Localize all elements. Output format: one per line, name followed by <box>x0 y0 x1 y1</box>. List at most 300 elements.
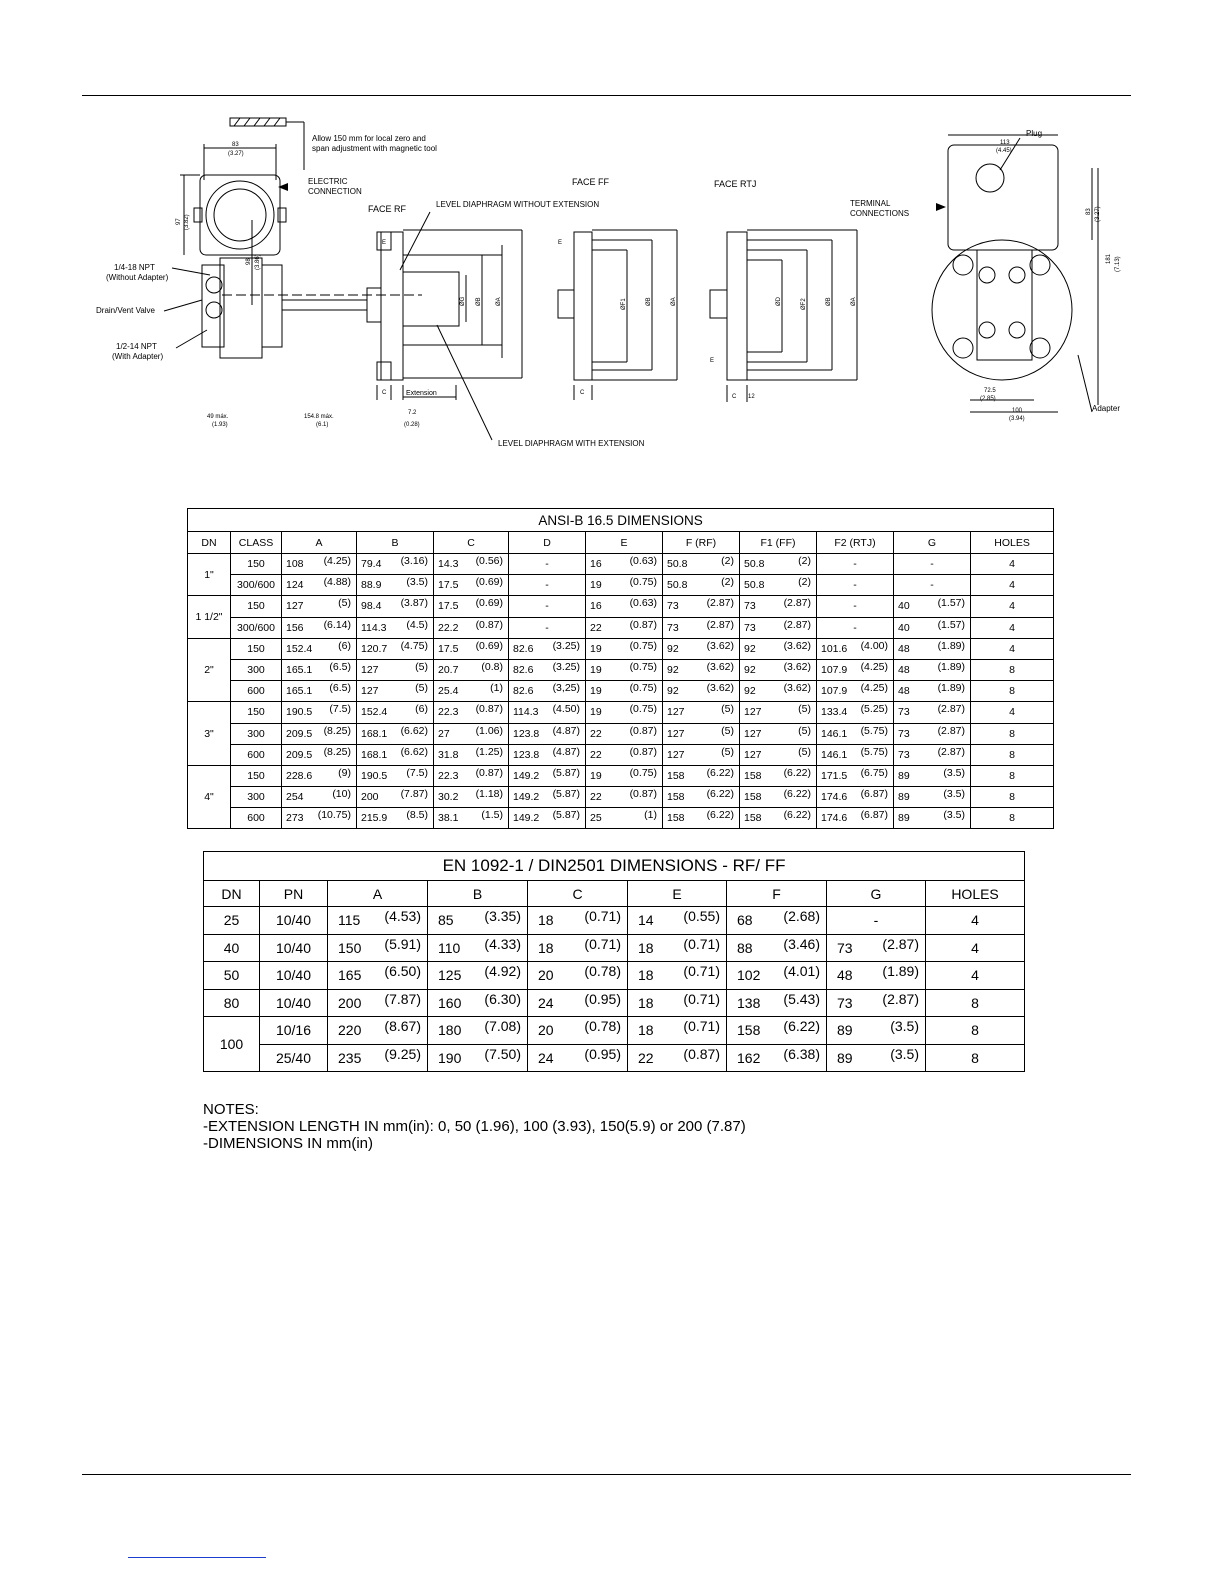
g-cell-values <box>894 597 970 613</box>
mm-value: 158 <box>744 769 762 782</box>
a-cell <box>282 659 357 680</box>
g-cell-values <box>827 1045 925 1066</box>
mm-value: 127 <box>744 727 762 740</box>
mm-value: 138 <box>737 994 761 1011</box>
e-cell-values <box>586 618 662 634</box>
inch-value: (6.22) <box>706 766 734 779</box>
inch-value: (1) <box>644 809 657 822</box>
mm-value: 107.9 <box>821 664 848 677</box>
f1-cell-values <box>740 555 816 571</box>
holes-cell: 4 <box>971 702 1054 723</box>
mm-value: 158 <box>667 791 685 804</box>
class-cell: 150 <box>231 554 282 575</box>
inch-value: (4.92) <box>484 963 521 980</box>
face-ff-label: FACE FF <box>572 177 610 187</box>
g-cell <box>894 765 971 786</box>
b-cell <box>357 723 434 744</box>
mm-value: 89 <box>898 769 910 782</box>
mm-value: 150 <box>338 939 362 956</box>
mm-value: 88 <box>737 939 753 956</box>
inch-value: (1.89) <box>937 639 965 652</box>
mm-value: 215.9 <box>361 812 388 825</box>
inch-value: (0.75) <box>629 703 657 716</box>
c-cell <box>434 744 509 765</box>
mm-value: 30.2 <box>438 791 459 804</box>
f1-cell <box>740 702 817 723</box>
column-header: G <box>827 881 926 907</box>
f1-cell <box>740 575 817 596</box>
a-cell-values <box>282 766 356 782</box>
b-cell-values <box>357 661 433 677</box>
f2-cell <box>817 744 894 765</box>
g-cell <box>894 787 971 808</box>
svg-text:E <box>710 358 714 364</box>
d-cell <box>509 765 586 786</box>
dim-value: ØD <box>776 297 782 306</box>
svg-text:(With Adapter) <box>112 352 163 361</box>
inch-value: (6.5) <box>329 682 351 695</box>
a-cell-values <box>282 555 356 571</box>
inch-value: (2.87) <box>783 618 811 631</box>
mm-value: 107.9 <box>821 685 848 698</box>
inch-value: (4.00) <box>860 639 888 652</box>
svg-text:(3.86) <box>255 254 261 270</box>
c-cell-values <box>434 682 508 698</box>
a-cell-values <box>328 935 427 956</box>
mm-value: 22.3 <box>438 706 459 719</box>
e-cell <box>586 575 663 596</box>
mm-value: 25.4 <box>438 685 459 698</box>
d-cell: - <box>509 617 586 638</box>
ansi-table-title: ANSI-B 16.5 DIMENSIONS <box>188 509 1054 532</box>
mm-value: 92 <box>667 642 679 655</box>
dim-value: E <box>710 358 715 364</box>
column-header: E <box>628 881 727 907</box>
mm-value: 22 <box>638 1049 654 1066</box>
inch-value: (3.62) <box>783 682 811 695</box>
a-cell <box>282 702 357 723</box>
mm-value: 22.2 <box>438 621 459 634</box>
inch-value: (0.75) <box>629 682 657 695</box>
inch-value: (4.01) <box>783 963 820 980</box>
c-cell-values <box>528 990 627 1011</box>
holes-cell: 4 <box>926 934 1025 962</box>
pn-cell: 10/16 <box>260 1017 328 1045</box>
notes-line: -EXTENSION LENGTH IN mm(in): 0, 50 (1.96), 100 (3.93), 150(5.9) or 200 (7.87) <box>203 1118 746 1135</box>
mm-value: 24 <box>538 994 554 1011</box>
b-cell <box>357 787 434 808</box>
f1-cell <box>740 744 817 765</box>
class-cell: 150 <box>231 702 282 723</box>
g-cell-values <box>827 990 925 1011</box>
c-cell-values <box>434 724 508 740</box>
e-cell-values <box>628 963 726 984</box>
inch-value: (4.87) <box>552 724 580 737</box>
mm-value: 48 <box>837 967 853 984</box>
inch-value: (0.71) <box>683 1018 720 1035</box>
side-view-flange <box>932 240 1072 380</box>
holes-cell: 4 <box>971 596 1054 617</box>
svg-text:(4.45) <box>996 148 1012 154</box>
e-cell-values <box>586 597 662 613</box>
mm-value: 273 <box>286 812 304 825</box>
diaphragm-without-extension-label: LEVEL DIAPHRAGM WITHOUT EXTENSION <box>436 200 600 209</box>
mm-value: 22 <box>590 621 602 634</box>
electric-connection-label-1: ELECTRIC <box>308 177 348 186</box>
f-cell-values <box>663 597 739 613</box>
notes-line: -DIMENSIONS IN mm(in) <box>203 1135 373 1152</box>
header-row <box>188 532 1054 554</box>
inch-value: (0.71) <box>584 908 621 925</box>
a-cell <box>282 723 357 744</box>
svg-text:(7.13) <box>1115 256 1121 272</box>
e-cell <box>586 638 663 659</box>
dim-value: 83 <box>232 142 239 148</box>
inch-value: (3.5) <box>943 788 965 801</box>
a-cell <box>328 1017 428 1045</box>
npt-with-adapter-2: (With Adapter) <box>112 352 164 361</box>
c-cell-values <box>434 766 508 782</box>
b-cell-values <box>357 766 433 782</box>
mm-value: 20 <box>538 967 554 984</box>
table-row <box>204 989 1025 1017</box>
dim-value: (3.86) <box>255 254 261 270</box>
terminal-connections-2: CONNECTIONS <box>850 209 910 218</box>
f-cell-values <box>727 935 826 956</box>
inch-value: (6.30) <box>484 990 521 1007</box>
dim-value: ØF2 <box>801 298 807 310</box>
drain-vent-label: Drain/Vent Valve <box>96 306 155 315</box>
f1-cell <box>740 554 817 575</box>
svg-text:83 <box>1086 208 1092 215</box>
inch-value: (0.87) <box>629 788 657 801</box>
a-cell-values <box>282 809 356 825</box>
svg-text:ØB <box>826 297 832 306</box>
table-row <box>188 787 1054 808</box>
b-cell <box>428 989 528 1017</box>
mm-value: 168.1 <box>361 727 388 740</box>
b-cell-values <box>428 1018 527 1039</box>
f1-cell <box>740 638 817 659</box>
b-cell-values <box>428 908 527 929</box>
svg-text:49 máx. <box>207 414 229 420</box>
f-cell-values <box>727 963 826 984</box>
header-rule <box>82 95 1131 96</box>
table-row <box>188 702 1054 723</box>
column-header: HOLES <box>926 881 1025 907</box>
mm-value: 20 <box>538 1022 554 1039</box>
mm-value: 180 <box>438 1022 462 1039</box>
inch-value: (3.62) <box>706 682 734 695</box>
mm-value: 40 <box>898 600 910 613</box>
inch-value: (1.57) <box>937 597 965 610</box>
npt-with-adapter-1: 1/2-14 NPT <box>116 342 157 351</box>
d-cell: - <box>509 596 586 617</box>
b-cell-values <box>357 639 433 655</box>
mm-value: 22 <box>590 727 602 740</box>
holes-cell: 4 <box>971 554 1054 575</box>
holes-cell: 8 <box>971 659 1054 680</box>
electric-connection-label-2: CONNECTION <box>308 187 362 196</box>
inch-value: (0.78) <box>584 963 621 980</box>
inch-value: (3.62) <box>706 661 734 674</box>
c-cell <box>434 681 509 702</box>
mm-value: 89 <box>898 812 910 825</box>
b-cell-values <box>357 618 433 634</box>
flange-rf <box>381 232 403 380</box>
f2-cell: - <box>817 617 894 638</box>
inch-value: (5.75) <box>860 724 888 737</box>
f1-cell <box>740 659 817 680</box>
mm-value: 73 <box>837 939 853 956</box>
g-cell <box>894 617 971 638</box>
f-cell <box>727 962 827 990</box>
mm-value: 165.1 <box>286 664 313 677</box>
mm-value: 200 <box>338 994 362 1011</box>
e-cell <box>586 723 663 744</box>
f-cell-values <box>663 682 739 698</box>
inch-value: (10.75) <box>317 809 351 822</box>
c-cell-values <box>434 703 508 719</box>
f-cell <box>663 575 740 596</box>
inch-value: (2) <box>798 555 811 568</box>
holes-cell: 4 <box>971 575 1054 596</box>
g-cell: - <box>894 554 971 575</box>
pn-cell: 25/40 <box>260 1044 328 1072</box>
inch-value: (5.87) <box>552 766 580 779</box>
c-cell <box>434 638 509 659</box>
b-cell-values <box>428 935 527 956</box>
holes-cell: 8 <box>971 808 1054 829</box>
f-cell <box>727 989 827 1017</box>
e-cell-values <box>586 766 662 782</box>
e-cell-values <box>586 724 662 740</box>
g-cell <box>894 638 971 659</box>
inch-value: (2.87) <box>882 935 919 952</box>
mm-value: 38.1 <box>438 812 459 825</box>
footer-link-underline[interactable] <box>128 1557 266 1558</box>
column-header: F (RF) <box>663 532 740 554</box>
mm-value: 133.4 <box>821 706 848 719</box>
inch-value: (3.87) <box>400 597 428 610</box>
g-cell-values <box>894 682 970 698</box>
class-cell: 600 <box>231 808 282 829</box>
mm-value: 168.1 <box>361 748 388 761</box>
f-cell-values <box>663 703 739 719</box>
mm-value: 146.1 <box>821 748 848 761</box>
mm-value: 190 <box>438 1049 462 1066</box>
mm-value: 92 <box>744 685 756 698</box>
mm-value: 68 <box>737 912 753 929</box>
f-cell-values <box>663 555 739 571</box>
inch-value: (6.5) <box>329 661 351 674</box>
b-cell <box>428 1044 528 1072</box>
plug-label: Plug <box>1026 129 1043 138</box>
inch-value: (2.87) <box>937 745 965 758</box>
inch-value: (0.75) <box>629 576 657 589</box>
a-cell <box>282 808 357 829</box>
e-cell-values <box>586 809 662 825</box>
inch-value: (0.75) <box>629 639 657 652</box>
f1-cell-values <box>740 576 816 592</box>
svg-text:1/4-18 NPT <box>114 263 155 272</box>
f-cell-values <box>663 618 739 634</box>
inch-value: (6.22) <box>783 809 811 822</box>
b-cell-values <box>357 682 433 698</box>
inch-value: (2) <box>798 576 811 589</box>
note-line-1: Allow 150 mm for local zero and <box>312 134 426 143</box>
inch-value: (5) <box>415 682 428 695</box>
mm-value: 89 <box>837 1022 853 1039</box>
table-row <box>188 765 1054 786</box>
svg-text:LEVEL DIAPHRAGM WITHOUT EXTENS <box>436 200 599 209</box>
svg-text:100 <box>1012 408 1023 414</box>
b-cell <box>357 765 434 786</box>
mm-value: 120.7 <box>361 642 388 655</box>
c-cell-values <box>528 908 627 929</box>
mm-value: 50.8 <box>667 558 688 571</box>
svg-text:(0.28) <box>404 422 420 428</box>
inch-value: (8.25) <box>323 724 351 737</box>
inch-value: (7.08) <box>484 1018 521 1035</box>
column-header: F1 (FF) <box>740 532 817 554</box>
e-cell-values <box>586 639 662 655</box>
mm-value: 16 <box>590 600 602 613</box>
svg-text:(Without Adapter) <box>106 273 169 282</box>
column-header: G <box>894 532 971 554</box>
inch-value: (1.25) <box>475 745 503 758</box>
svg-text:LEVEL DIAPHRAGM WITH EXTENSION <box>498 439 645 448</box>
g-cell-values <box>894 788 970 804</box>
holes-cell: 8 <box>926 1017 1025 1045</box>
a-cell-values <box>282 745 356 761</box>
inch-value: (3.16) <box>400 555 428 568</box>
mm-value: 127 <box>667 706 685 719</box>
svg-text:C <box>732 394 737 400</box>
inch-value: (0.75) <box>629 766 657 779</box>
inch-value: (4.50) <box>552 703 580 716</box>
mm-value: 19 <box>590 642 602 655</box>
b-cell-values <box>357 576 433 592</box>
mm-value: 220 <box>338 1022 362 1039</box>
mm-value: 19 <box>590 579 602 592</box>
dim-value: (7.13) <box>1115 256 1121 272</box>
holes-cell: 8 <box>971 681 1054 702</box>
holes-cell: 4 <box>971 617 1054 638</box>
b-cell <box>428 1017 528 1045</box>
inch-value: (2.87) <box>706 597 734 610</box>
dim-value: 83 <box>1086 208 1092 215</box>
svg-text:ØF2 <box>801 298 807 310</box>
table-row <box>204 907 1025 935</box>
class-cell: 300/600 <box>231 575 282 596</box>
mm-value: 165.1 <box>286 685 313 698</box>
f-cell-values <box>727 990 826 1011</box>
terminal-connections-1: TERMINAL <box>850 199 891 208</box>
inch-value: (2.87) <box>937 703 965 716</box>
svg-text:FACE RF <box>368 204 407 214</box>
f-cell <box>663 638 740 659</box>
inch-value: (4.87) <box>552 745 580 758</box>
f-cell <box>663 744 740 765</box>
b-cell <box>428 962 528 990</box>
g-cell <box>894 681 971 702</box>
a-cell-values <box>282 576 356 592</box>
mm-value: 92 <box>667 685 679 698</box>
b-cell <box>357 808 434 829</box>
f-cell-values <box>663 661 739 677</box>
a-cell-values <box>282 618 356 634</box>
c-cell-values <box>434 555 508 571</box>
f-cell-values <box>663 766 739 782</box>
mm-value: 190.5 <box>361 769 388 782</box>
column-header: D <box>509 532 586 554</box>
pn-cell: 10/40 <box>260 907 328 935</box>
d-cell-values <box>509 661 585 677</box>
svg-text:Plug <box>1026 129 1042 138</box>
f-cell-values <box>663 745 739 761</box>
c-cell <box>434 596 509 617</box>
c-cell <box>528 934 628 962</box>
e-cell <box>586 787 663 808</box>
inch-value: (3.5) <box>943 809 965 822</box>
holes-cell: 8 <box>971 765 1054 786</box>
dn-cell: 4" <box>188 765 231 829</box>
svg-text:97 <box>176 218 182 225</box>
e-cell-values <box>586 788 662 804</box>
inch-value: (0.87) <box>475 618 503 631</box>
technical-drawing <box>82 100 1142 460</box>
inch-value: (7.87) <box>384 990 421 1007</box>
inch-value: (6.22) <box>783 788 811 801</box>
mm-value: 101.6 <box>821 642 848 655</box>
g-cell-values <box>894 809 970 825</box>
e-cell <box>586 554 663 575</box>
dim-value: (3.82) <box>184 214 190 230</box>
f1-cell-values <box>740 703 816 719</box>
dim-value: 12 <box>748 394 755 400</box>
table-row <box>204 962 1025 990</box>
mm-value: 127 <box>286 600 304 613</box>
column-header: A <box>282 532 357 554</box>
e-cell <box>628 1017 727 1045</box>
svg-text:C <box>580 390 585 396</box>
f-cell-values <box>663 788 739 804</box>
d-cell: - <box>509 554 586 575</box>
svg-text:1/2-14 NPT <box>116 342 157 351</box>
mm-value: 149.2 <box>513 791 540 804</box>
svg-text:113 <box>1000 140 1010 146</box>
mm-value: 209.5 <box>286 727 313 740</box>
mm-value: 50.8 <box>744 579 765 592</box>
svg-text:FACE RTJ <box>714 179 756 189</box>
g-cell <box>894 596 971 617</box>
c-cell <box>528 962 628 990</box>
c-cell <box>434 659 509 680</box>
f1-cell <box>740 723 817 744</box>
inch-value: (1.89) <box>937 682 965 695</box>
svg-text:Extension <box>406 390 437 397</box>
e-cell-values <box>586 576 662 592</box>
b-cell <box>357 702 434 723</box>
a-cell <box>282 575 357 596</box>
table-row <box>188 638 1054 659</box>
dn-cell: 100 <box>204 1017 260 1072</box>
class-cell: 300 <box>231 723 282 744</box>
class-cell: 150 <box>231 765 282 786</box>
f2-cell-values <box>817 639 893 655</box>
inch-value: (2) <box>721 576 734 589</box>
